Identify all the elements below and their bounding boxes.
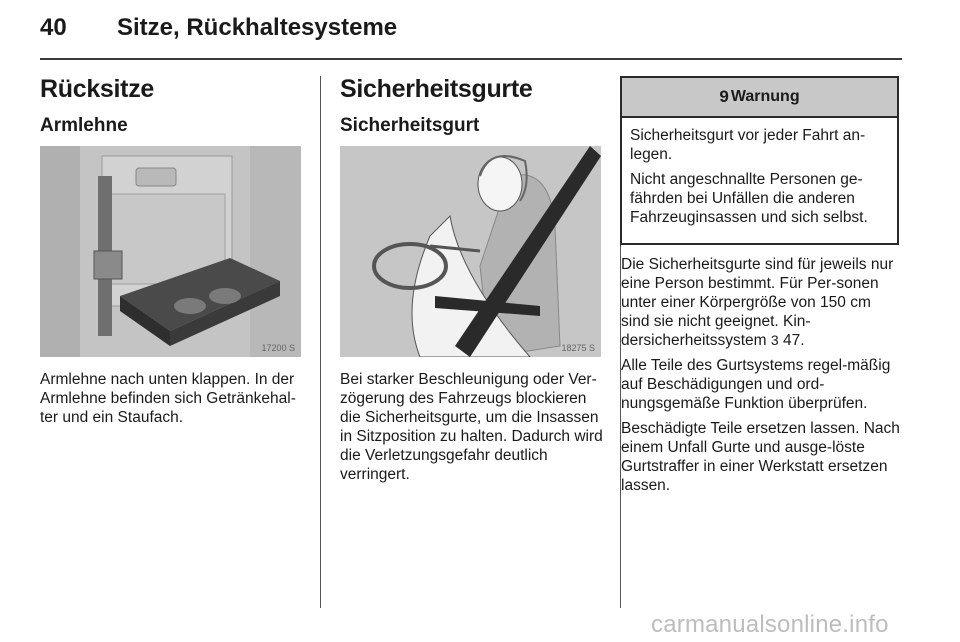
paragraph-replacement: Beschädigte Teile ersetzen lassen. Nach einem Unfall Gurte und ausge-löste Gurtstraffer in einer Werkstatt ersetzen lassen.: [621, 420, 900, 494]
paragraph-belt-usage: [621, 255, 903, 350]
col3-body: [621, 255, 903, 501]
watermark: carmanualsonline.info: [651, 611, 889, 638]
subheading-seat-belt: Sicherheitsgurt: [340, 115, 480, 136]
figure-code-armrest: 17200 S: [261, 343, 295, 353]
page-reference-icon: 3: [770, 332, 779, 348]
column-divider-1: [320, 76, 321, 608]
page-reference-link[interactable]: 47.: [783, 332, 805, 349]
warning-body: [622, 118, 897, 227]
column-rear-seats: [40, 74, 305, 138]
column-seat-belts: [340, 74, 605, 138]
section-heading-rear-seats: Rücksitze: [40, 75, 155, 103]
header-rule: [40, 58, 902, 60]
paragraph-belt-usage-text: Die Sicherheitsgurte sind für jeweils nur eine Person bestimmt. Für Per-sonen unter einer Körpergröße von 150 cm sind sie nicht geeignet. Kin-dersicherheitssystem: [621, 256, 894, 349]
col1-body: [40, 370, 305, 433]
page-number: 40: [40, 14, 67, 41]
warning-paragraph-2: Nicht angeschnallte Personen ge-fährden bei Unfällen die anderen Fahrzeuginsassen und sich selbst.: [630, 171, 868, 226]
seat-belt-illustration: [340, 146, 601, 357]
warning-paragraph-1: Sicherheitsgurt vor jeder Fahrt an-legen.: [630, 127, 866, 163]
figure-code-seat-belt: 18275 S: [561, 343, 595, 353]
warning-header: [622, 78, 897, 118]
armrest-drawing: [40, 146, 301, 357]
paragraph-seat-belt: Bei starker Beschleunigung oder Ver-zögerung des Fahrzeugs blockieren die Sicherheitsgurte, um die Insassen in Sitzposition zu halten. Dadurch wird die Verletzungsgefahr deutlich verringert.: [340, 371, 603, 483]
chapter-title: Sitze, Rückhaltesysteme: [117, 14, 398, 41]
page-header: [40, 14, 902, 54]
warning-box: [620, 76, 899, 245]
col2-body: [340, 370, 605, 490]
paragraph-inspection: Alle Teile des Gurtsystems regel-mäßig auf Beschädigungen und ord-nungsgemäße Funktion überprüfen.: [621, 357, 891, 412]
section-heading-seat-belts: Sicherheitsgurte: [340, 75, 533, 103]
warning-title: Warnung: [730, 88, 800, 105]
paragraph-armrest: Armlehne nach unten klappen. In der Armlehne befinden sich Getränkehal-ter und ein Staufach.: [40, 371, 296, 426]
warning-icon: 9: [719, 87, 729, 106]
subheading-armrest: Armlehne: [40, 115, 128, 136]
armrest-illustration: [40, 146, 301, 357]
seat-belt-drawing: [340, 146, 601, 357]
